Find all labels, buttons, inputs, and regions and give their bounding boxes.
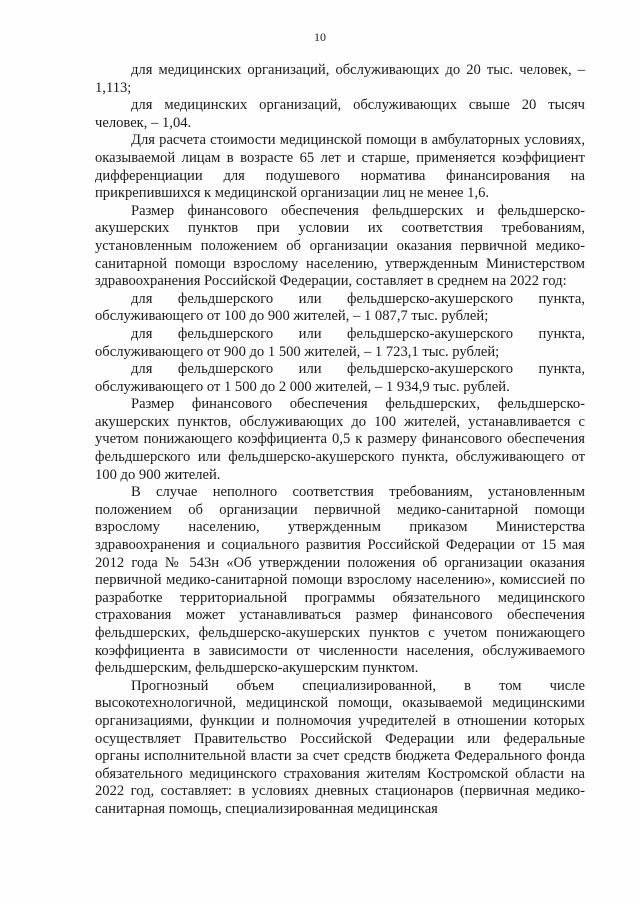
document-body: [95, 62, 585, 819]
paragraph: для медицинских организаций, обслуживающих до 20 тыс. человек, – 1,113;: [95, 62, 585, 96]
paragraph: для медицинских организаций, обслуживающих свыше 20 тысяч человек, – 1,04.: [95, 97, 585, 131]
paragraph: для фельдшерского или фельдшерско-акушерского пункта, обслуживающего от 900 до 1 500 жителей, – 1 723,1 тыс. рублей;: [95, 325, 585, 360]
paragraph: Прогнозный объем специализированной, в том числе высокотехнологичной, медицинской помощи, оказываемой медицинскими организациями, функции и полномочия учредителей в отношении которых осуществляет Правительство Российской Федерации или федеральные органы исполнительной власти за счет средств бюджета Федерального фонда обязательного медицинского страхования жителям Костромской области на 2022 год, составляет: в условиях дневных стационаров (первичная медико-санитарная помощь, специализированная медицинская: [95, 677, 585, 817]
paragraph: для фельдшерского или фельдшерско-акушерского пункта, обслуживающего от 1 500 до 2 000 жителей, – 1 934,9 тыс. рублей.: [95, 361, 585, 395]
paragraph: Размер финансового обеспечения фельдшерских, фельдшерско-акушерских пунктов, обслуживающих до 100 жителей, устанавливается с учетом понижающего коэффициента 0,5 к размеру финансового обеспечения фельдшерского или фельдшерско-акушерского пункта, обслуживающего от 100 до 900 жителей.: [95, 396, 585, 483]
page-number: 10: [314, 30, 326, 44]
paragraph: В случае неполного соответствия требованиям, установленным положением об организации первичной медико-санитарной помощи взрослому населению, утвержденным приказом Министерства здравоохранения и социального развития Российской Федерации от 15 мая 2012 года № 543н «Об утверждении положения об организации оказания первичной медико-санитарной помощи взрослому населению», комиссией по разработке территориальной программы обязательного медицинского страхования может устанавливаться размер финансового обеспечения фельдшерских, фельдшерско-акушерских пунктов с учетом понижающего коэффициента в зависимости от численности населения, обслуживаемого фельдшерским, фельдшерско-акушерским пунктом.: [95, 484, 585, 677]
paragraph: для фельдшерского или фельдшерско-акушерского пункта, обслуживающего от 100 до 900 жителей, – 1 087,7 тыс. рублей;: [95, 290, 585, 325]
paragraph: Размер финансового обеспечения фельдшерских и фельдшерско-акушерских пунктов при условии их соответствия требованиям, установленным положением об организации оказания первичной медико-санитарной помощи взрослому населению, утвержденным Министерством здравоохранения Российской Федерации, составляет в среднем на 2022 год:: [95, 202, 585, 290]
paragraph: Для расчета стоимости медицинской помощи в амбулаторных условиях, оказываемой лицам в возрасте 65 лет и старше, применяется коэффициент дифференциации для подушевого норматива финансирования на прикрепившихся к медицинской организации лиц не менее 1,6.: [95, 132, 585, 202]
